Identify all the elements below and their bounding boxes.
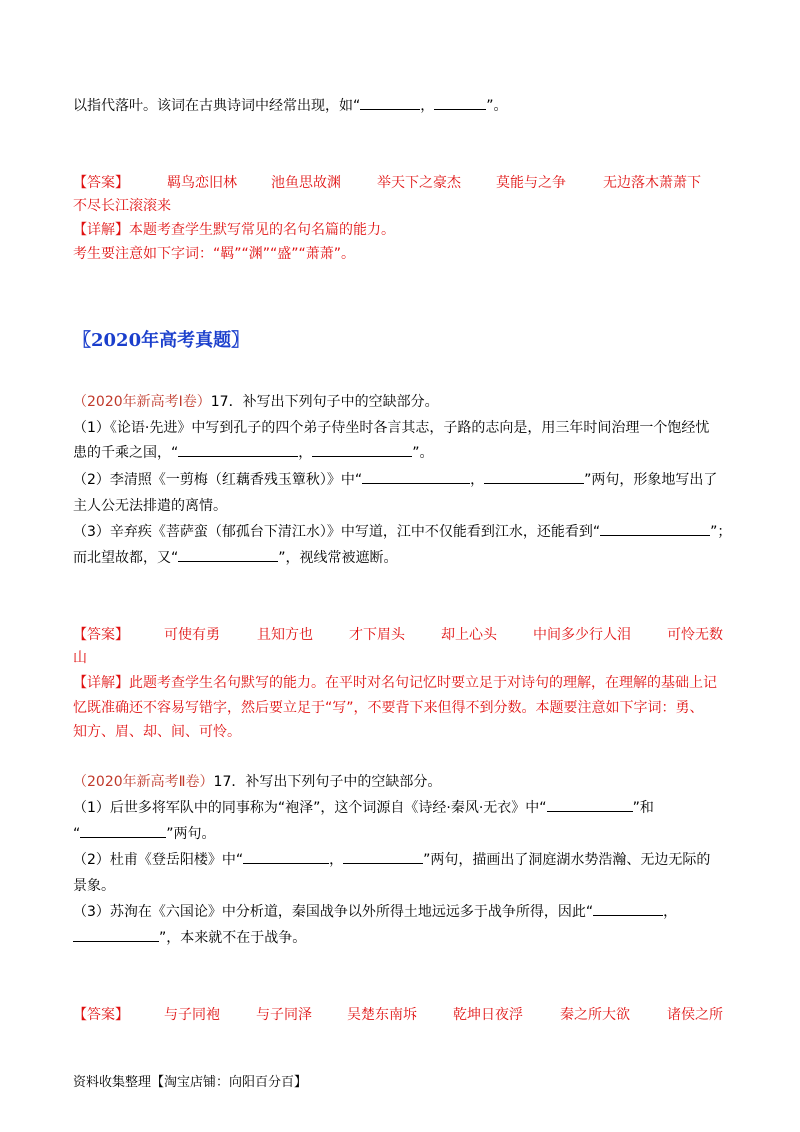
question-text [73, 850, 710, 870]
detail-text: 此题考查学生名句默写的能力。在平时对名句记忆时要立足于对诗句的理解，在理解的基础上记 [129, 675, 717, 691]
answer-blank[interactable] [243, 850, 329, 864]
answer-item: 却上心头 [441, 627, 497, 643]
question-text [73, 443, 434, 463]
closing-quote: ”。 [486, 98, 508, 114]
answer-blank[interactable] [362, 470, 470, 484]
question-text: （1）《论语·先进》中写到孔子的四个弟子侍坐时各言其志，子路的志向是，用三年时间治理一个饱经忧 [73, 420, 710, 436]
text-segment: ”两句，形象地写出了 [584, 472, 718, 488]
question-text: 景象。 [73, 878, 115, 894]
comma: ， [329, 852, 344, 868]
detail-note: 考生要注意如下字词：“羁”“渊”“盛”“萧萧”。 [73, 246, 356, 262]
answer-item: 池鱼思故渊 [271, 175, 341, 191]
text-segment: ”，本来就不在于战争。 [159, 930, 307, 946]
text-segment: （1）后世多将军队中的同事称为“袍泽”，这个词源自《诗经·秦风·无衣》中“ [73, 800, 547, 816]
detail-label: 【详解】 [73, 222, 129, 238]
answer-blank[interactable] [360, 96, 420, 110]
text-segment: （2）杜甫《登岳阳楼》中“ [73, 852, 244, 868]
answer-item: 可怜无数 [667, 627, 723, 643]
answer-item: 可使有勇 [164, 627, 220, 643]
answer-blank[interactable] [434, 96, 486, 110]
answer-item: 与子同袍 [164, 1007, 220, 1023]
question-text [73, 798, 654, 818]
text-segment: （3）辛弃疾《菩萨蛮（郁孤台下清江水）》中写道，江中不仅能看到江水，还能看到“ [73, 524, 601, 540]
text-segment: ”和 [632, 800, 654, 816]
question-source: （2020年新高考Ⅰ卷） [73, 394, 211, 410]
text-segment: ”。 [412, 445, 434, 461]
answer-label: 【答案】 [73, 627, 129, 643]
question-text: 主人公无法排遣的离情。 [73, 498, 227, 514]
answer-label: 【答案】 [73, 175, 129, 191]
question-header [73, 392, 439, 412]
text-segment: ”两句。 [166, 826, 216, 842]
question-text [73, 824, 216, 844]
detail-text: 本题考查学生默写常见的名句名篇的能力。 [129, 222, 395, 238]
question-text [73, 902, 677, 922]
text-segment: （3）苏洵在《六国论》中分析道，秦国战争以外所得土地远远多于战争所得，因此“ [73, 904, 594, 920]
answer-row-3 [73, 1005, 733, 1025]
text-segment: ”，视线常被遮断。 [278, 550, 398, 566]
question-text [73, 548, 398, 568]
comma: ， [420, 98, 435, 114]
answer-item: 与子同泽 [256, 1007, 312, 1023]
text-segment: 而北望故都，又“ [73, 550, 179, 566]
question-source: （2020年新高考Ⅱ卷） [73, 774, 214, 790]
answer-continuation: 山 [73, 650, 87, 666]
answer-blank[interactable] [312, 443, 412, 457]
comma: ， [298, 445, 313, 461]
answer-row-2 [73, 625, 733, 645]
question-header [73, 772, 441, 792]
answer-blank[interactable] [80, 824, 166, 838]
answer-blank[interactable] [178, 548, 278, 562]
detail-text: 知方、眉、却、间、可怜。 [73, 724, 241, 740]
question-text [73, 928, 306, 948]
answer-item: 且知方也 [257, 627, 313, 643]
question-stem: 17．补写出下列句子中的空缺部分。 [213, 774, 442, 790]
text-segment: （2）李清照《一剪梅（红藕香残玉簟秋）》中“ [73, 472, 363, 488]
detail-text: 忆既准确还不容易写错字，然后要立足于“写”，不要背下来但得不到分数。本题要注意如下字词：勇、 [73, 700, 704, 716]
answer-label: 【答案】 [73, 1007, 129, 1023]
answer-blank[interactable] [547, 798, 633, 812]
answer-blank[interactable] [593, 902, 663, 916]
question-text [73, 470, 717, 490]
answer-blank[interactable] [343, 850, 423, 864]
answer-item: 乾坤日夜浮 [453, 1007, 523, 1023]
detail-line [73, 673, 717, 693]
answer-blank[interactable] [600, 522, 710, 536]
intro-line [73, 96, 508, 116]
text-segment: ， [663, 904, 678, 920]
text-segment: ”； [710, 524, 732, 540]
answer-item: 莫能与之争 [496, 175, 566, 191]
comma: ， [470, 472, 485, 488]
answer-blank[interactable] [73, 928, 159, 942]
text-segment: ”两句，描画出了洞庭湖水势浩瀚、无边无际的 [423, 852, 711, 868]
answer-item: 才下眉头 [349, 627, 405, 643]
answer-item: 举天下之豪杰 [377, 175, 461, 191]
answer-item: 中间多少行人泪 [533, 627, 631, 643]
question-text [73, 522, 731, 542]
text-segment: 患的千乘之国，“ [73, 445, 179, 461]
answer-item: 吴楚东南坼 [347, 1007, 417, 1023]
question-stem: 17．补写出下列句子中的空缺部分。 [210, 394, 439, 410]
answer-blank[interactable] [178, 443, 298, 457]
section-title: 〖2020年高考真题〗 [73, 330, 250, 351]
answer-item: 诸侯之所 [667, 1007, 723, 1023]
answer-blank[interactable] [484, 470, 584, 484]
intro-text: 以指代落叶。该词在古典诗词中经常出现，如“ [73, 98, 361, 114]
answer-row-1 [73, 173, 733, 193]
detail-line [73, 220, 395, 240]
page-footer: 资料收集整理【淘宝店铺：向阳百分百】 [73, 1075, 308, 1090]
text-segment: “ [73, 826, 81, 842]
detail-label: 【详解】 [73, 675, 129, 691]
answer-item: 无边落木萧萧下 [603, 175, 701, 191]
answer-item: 秦之所大欲 [560, 1007, 630, 1023]
answer-item: 羁鸟恋旧林 [167, 175, 237, 191]
answer-continuation: 不尽长江滚滚来 [73, 198, 171, 214]
